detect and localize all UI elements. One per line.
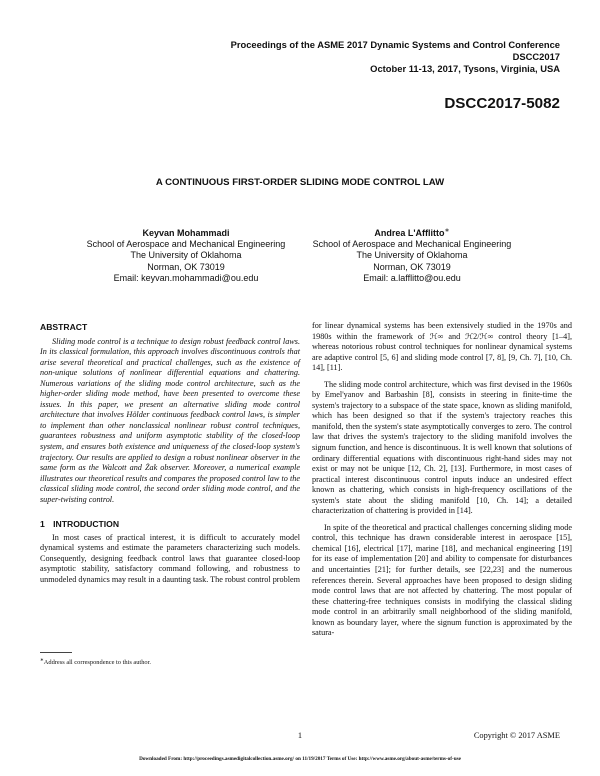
page-number: 1: [297, 731, 303, 740]
author-block: [282, 226, 542, 284]
right-column: [312, 321, 572, 639]
abstract-text: Sliding mode control is a technique to design robust feedback control laws. In its classical formulation, this approach involves discontinuous controls that arise several theoretical and practical challenges, such as the existence of non-unique solutions of nonlinear differential equations and chattering. Numerous variations of the sliding mode control architecture, such as the higher-order sliding mode method, have been presented to overcome these issues. In this paper, we present an alternative sliding mode control architecture that involves Hölder continuous feedback control laws, is simpler to implement than other nonclassical nonlinear robust control techniques, guarantees robustness and uniform asymptotic stability of the closed-loop system, and ensures both existence and uniqueness of the closed-loop system's trajectory. Our results are applied to design a robust nonlinear observer in the same form as the Walcott and Żak observer. Moreover, a numerical example illustrates our theoretical results and compares the proposed control law to the classical sliding mode control, the second order sliding mode control, and the super-twisting control.: [40, 336, 300, 504]
abstract-heading: ABSTRACT: [40, 322, 88, 332]
introduction-paragraph: In most cases of practical interest, it is difficult to accurately model dynamical systems and estimate the parameters characterizing such models. Consequently, designing feedback control laws that guarantee closed-loop asymptotic stability, satisfactory command following, and robustness to unmodeled dynamics may result in a daunting task. The robust control problem: [40, 532, 300, 585]
conference-name: Proceedings of the ASME 2017 Dynamic Systems and Control Conference: [230, 39, 560, 50]
conference-code: DSCC2017: [512, 50, 560, 62]
author-affiliation: School of Aerospace and Mechanical Engineering: [86, 239, 286, 250]
body-paragraph: The sliding mode control architecture, which was first devised in the 1960s by Emel'yanov and Barbashin [8], consists in steering in finite-time the system's trajectory to a subspace of the state space, known as sliding manifold, which has been designed so that if the system's trajectory reaches this manifold, then the system's state asymptotically converges to zero. The control law that drives the system's trajectory to the sliding manifold involves the signum function, and hence is discontinuous. It is well known that solutions of ordinary differential equations with discontinuous right-hand sides may not exist or may not be unique [12, Ch. 2], [13]. Furthermore, in most cases of practical interest discontinuous control inputs induce an undesired effect known as chattering, which consists in high-frequency oscillations of the system's state about the sliding manifold [10, Ch. 14]; a detailed characterization of chattering is provided in [14].: [312, 379, 572, 516]
left-column: [40, 322, 300, 586]
author-block: [56, 226, 316, 284]
body-paragraph: for linear dynamical systems has been extensively studied in the 1970s and 1980s within the framework of ℋ∞ and ℋ2/ℋ∞ control theory [1–4], whereas notorious robust control techniques for nonlinear dynamical systems are adaptive control [5, 6] and sliding mode control [7, 8], [9, Ch. 7], [10, Ch. 14], [11].: [312, 321, 572, 373]
introduction-heading: 1 INTRODUCTION: [40, 519, 120, 530]
author-university: The University of Oklahoma: [130, 250, 242, 261]
download-notice: Downloaded From: http://proceedings.asmedigitalcollection.asme.org/ on 11/19/2017 Terms of Use: http://www.asme.org/about-asme/terms-of-use: [139, 756, 461, 762]
author-city: Norman, OK 73019: [147, 261, 225, 272]
copyright-notice: Copyright © 2017 ASME: [473, 731, 560, 740]
paper-title: A CONTINUOUS FIRST-ORDER SLIDING MODE CONTROL LAW: [155, 177, 445, 188]
body-paragraph: In spite of the theoretical and practical challenges concerning sliding mode control, this technique has drawn considerable interest in aerospace [15], chemical [16], electrical [17], marine [18], and mechanical engineering [19] for its ease of implementation [20] and ability to compensate for disturbances and uncertainties [21]; for further details, see [22,23] and the numerous references therein. Several approaches have been proposed to design sliding mode control laws that are not affected by chattering. The most popular of these chattering-free techniques consists in modifying the classical sliding mode control in an arbitrarily small neighborhood of the sliding manifold, known as boundary layer, where the signum function is approximated by the satura-: [312, 522, 572, 638]
conference-date-location: October 11-13, 2017, Tysons, Virginia, USA: [370, 62, 560, 74]
author-name: Andrea L'Afflitto∗: [374, 228, 450, 238]
author-affiliation: School of Aerospace and Mechanical Engineering: [312, 239, 512, 250]
author-city: Norman, OK 73019: [373, 261, 451, 272]
paper-id: DSCC2017-5082: [444, 95, 560, 112]
author-email: Email: a.lafflitto@ou.edu: [363, 272, 461, 283]
author-email: Email: keyvan.mohammadi@ou.edu: [113, 272, 259, 283]
footnote-rule: [40, 652, 72, 653]
conference-header: [231, 39, 560, 74]
footnote: ∗Address all correspondence to this author.: [40, 657, 151, 667]
author-university: The University of Oklahoma: [356, 250, 468, 261]
author-name: Keyvan Mohammadi: [142, 228, 230, 238]
